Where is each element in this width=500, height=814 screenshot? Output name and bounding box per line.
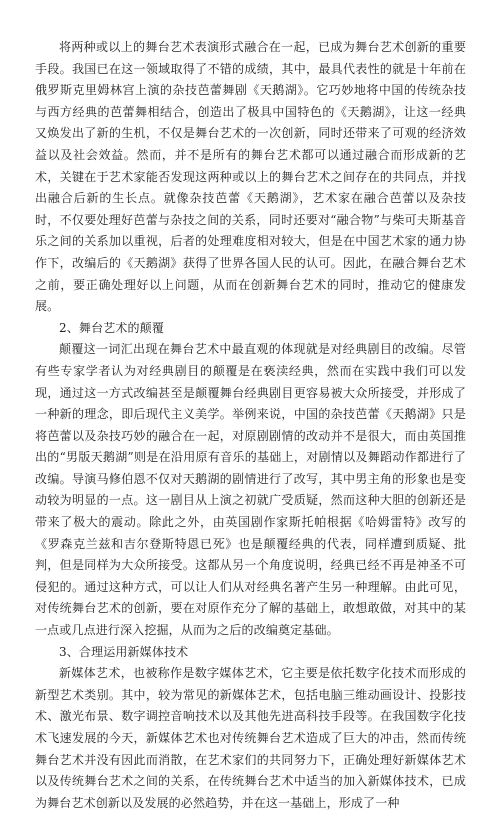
- paragraph-art-fusion: 将两种或以上的舞台艺术表演形式融合在一起，已成为舞台艺术创新的重要手段。我国已在这一领域取得了不错的成绩，其中，最具代表性的就是十年前在俄罗斯克里姆林宫上演的杂技芭蕾舞剧《天鹅湖》。它巧妙地将中国的传统杂技与西方经典的芭蕾舞相结合，创造出了极具中国特色的《天鹅湖》，让这一经典又焕发出了新的生机，不仅是舞台艺术的一次创新，同时还带来了可观的经济效益以及社会效益。然而，并不是所有的舞台艺术都可以通过融合而形成新的艺术，关键在于艺术家能否发现这两种或以上的舞台艺术之间存在的共同点，并找出融合后新的生长点。就像杂技芭蕾《天鹅湖》，艺术家在融合芭蕾以及杂技时，不仅要处理好芭蕾与杂技之间的关系，同时还要对“融合物”与柴可夫斯基音乐之间的关系加以重视，后者的处理难度相对较大，但是在中国艺术家的通力协作下，改编后的《天鹅湖》获得了世界各国人民的认可。因此，在融合舞台艺术之前，要正确处理好以上问题，从而在创新舞台艺术的同时，推动它的健康发展。: [35, 40, 466, 314]
- section-heading-subversion: 2、舞台艺术的颠覆: [59, 320, 164, 335]
- section-heading-new-media: 3、合理运用新媒体技术: [59, 644, 189, 659]
- paragraph-subversion: 颠覆这一词汇出现在舞台艺术中最直观的体现就是对经典剧目的改编。尽管有些专家学者认为对经典剧目的颠覆是在亵渎经典，然而在实践中我们可以发现，通过这一方式改编甚至是颠覆舞台经典剧目更容易被大众所接受，并形成了一种新的理念，即后现代主义美学。举例来说，中国的杂技芭蕾《天鹅湖》只是将芭蕾以及杂技巧妙的融合在一起，对原剧剧情的改动并不是很大，而由英国推出的“男版天鹅湖”则是在沿用原有音乐的基础上，对剧情以及舞蹈动作都进行了改编。导演马修伯恩不仅对天鹅湖的剧情进行了改写，其中男主角的形象也是变动较为明显的一点。这一剧目从上演之初就广受质疑，然而这种大胆的创新还是带来了极大的震动。除此之外，由英国剧作家斯托帕根据《哈姆雷特》改写的《罗森克兰兹和吉尔登斯特恩已死》也是颠覆经典的代表，同样遭到质疑、批判，但是同样为大众所接受。这都从另一个角度说明，经典已经不再是神圣不可侵犯的。通过这种方式，可以让人们从对经典名著产生另一种理解。由此可见，对传统舞台艺术的创新，要在对原作充分了解的基础上，敢想敢做，对其中的某一点或几点进行深入挖掘，从而为之后的改编奠定基础。: [35, 342, 466, 638]
- paragraph-new-media: 新媒体艺术，也被称作是数字媒体艺术，它主要是依托数字化技术而形成的新型艺术类别。其中，较为常见的新媒体艺术，包括电脑三维动画设计、投影技术、激光布景、数字调控音响技术以及其他先进高科技手段等。在我国数字化技术飞速发展的今天，新媒体艺术也对传统舞台艺术造成了巨大的冲击，然而传统舞台艺术并没有因此而消散，在艺术家们的共同努力下，正确处理好新媒体艺术以及传统舞台艺术之间的关系，在传统舞台艺术中适当的加入新媒体技术，已成为舞台艺术创新以及发展的必然趋势，并在这一基础上，形成了一种: [35, 666, 466, 810]
